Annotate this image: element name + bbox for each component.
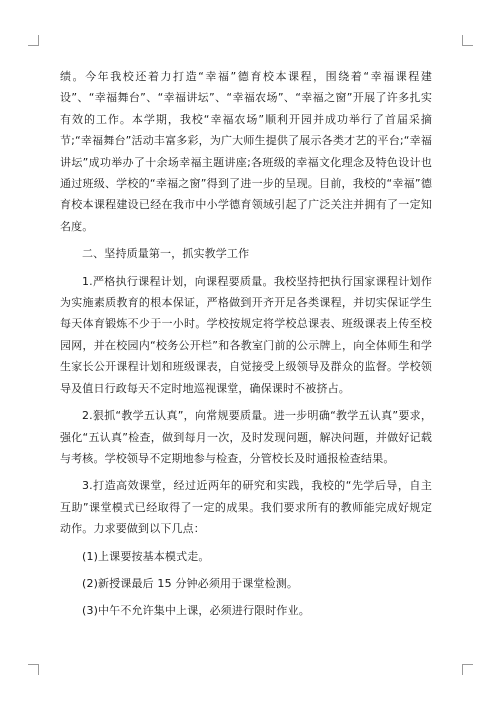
list-item-timed-homework: (3)中午不允许集中上课，必须进行限时作业。 [82,604,310,618]
document-body [60,66,432,628]
list-item-basic-model: (1)上课要按基本模式走。 [82,549,210,563]
crop-mark-top-right [462,35,473,46]
section-heading-teaching-quality: 二、坚持质量第一，抓实教学工作 [82,247,250,261]
paragraph-happiness-curriculum: 绩。今年我校还着力打造“幸福”德育校本课程，围绕着“幸福课程建设”、“幸福舞台”、“幸福讲坛”、“幸福农场”、“幸福之窗”开展了许多扎实有效的工作。本学期，我校“幸福农场”顺利开园并成功举行了首届采摘节;“幸福舞台”活动丰富多彩，为广大师生提供了展示各类才艺的平台;“幸福讲坛”成功举办了十余场幸福主题讲座;各班级的幸福文化理念及特色设计也通过班级、学校的“幸福之窗”得到了进一步的呈现。目前，我校的“幸福”德育校本课程建设已经在我市中小学德育领域引起了广泛关注并拥有了一定知名度。 [60,70,432,233]
paragraph-course-plan: 1.严格执行课程计划，向课程要质量。我校坚持把执行国家课程计划作为实施素质教育的根本保证，严格做到开齐开足各类课程，并切实保证学生每天体育锻炼不少于一小时。学校按规定将学校总课表、班级课表上传至校园网，并在校园内“校务公开栏”和各教室门前的公示牌上，向全体师生和学生家长公开课程计划和班级课表，自觉接受上级领导及群众的监督。学校领导及值日行政每天不定时地巡视课堂，确保课时不被挤占。 [60,274,432,395]
crop-mark-bottom-left [28,664,39,675]
paragraph-efficient-classroom: 3.打造高效课堂，经过近两年的研究和实践，我校的“先学后导，自主互助”课堂模式已经取得了一定的成果。我们要求所有的教师能完成好规定动作。力求要做到以下几点： [60,479,432,536]
crop-mark-top-left [28,35,39,46]
list-item-classroom-test: (2)新授课最后 15 分钟必须用于课堂检测。 [82,576,299,590]
crop-mark-bottom-right [462,664,473,675]
paragraph-five-diligence: 2.狠抓“教学五认真”，向常规要质量。进一步明确“教学五认真”要求，强化“五认真”检查，做到每月一次，及时发现问题，解决问题，并做好记载与考核。学校领导不定期地参与检查，分管校长及时通报检查结果。 [60,409,432,465]
